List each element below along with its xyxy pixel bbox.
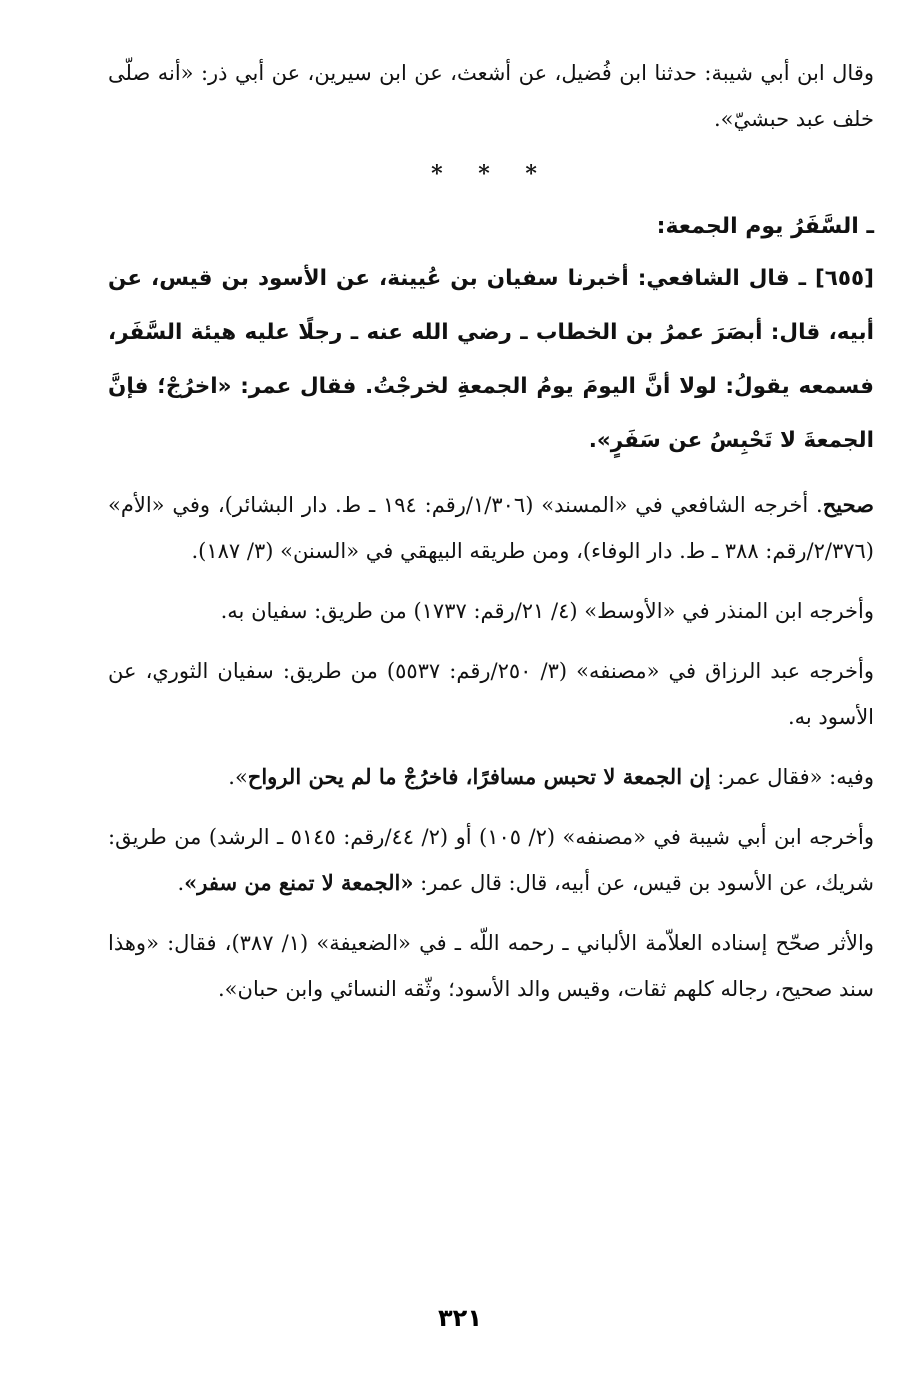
- section-separator: * * *: [431, 161, 551, 187]
- fihi-quote: إن الجمعة لا تحبس مسافرًا، فاخرُجْ ما لم يحن الرواح: [247, 764, 711, 789]
- grading-label: صحيح: [822, 492, 874, 517]
- fihi-tail: ».: [228, 765, 248, 789]
- takhrij-text: . أخرجه الشافعي في «المسند» (١/٣٠٦/رقم: ١٩٤ ـ ط. دار البشائر)، وفي «الأم» (٢/٣٧٦/رقم: ٣٨٨ ـ ط. دار الوفاء)، ومن طريقه البيهقي في «السنن» (٣/ ١٨٧).: [108, 493, 874, 563]
- paragraph-fihi: [108, 754, 874, 800]
- shayba-tail: .: [177, 871, 185, 895]
- page-body: [108, 50, 874, 1012]
- paragraph-ibn-mundhir: وأخرجه ابن المنذر في «الأوسط» (٤/ ٢١/رقم: ١٧٣٧) من طريق: سفيان به.: [220, 599, 874, 623]
- paragraph-abd-razzaq: وأخرجه عبد الرزاق في «مصنفه» (٣/ ٢٥٠/رقم: ٥٥٣٧) من طريق: سفيان الثوري، عن الأسود به.: [108, 659, 874, 729]
- paragraph-ibn-abi-shayba: [108, 814, 874, 906]
- shayba-quote: «الجمعة لا تمنع من سفر»: [184, 870, 414, 895]
- paragraph-albani: والأثر صحّح إسناده العلاّمة الألباني ـ رحمه اللّه ـ في «الضعيفة» (١/ ٣٨٧)، فقال: «وهذا سند صحيح، رجاله كلهم ثقات، وقيس والد الأسود؛ وثّقه النسائي وابن حبان».: [108, 931, 874, 1001]
- page-number: ٣٢١: [438, 1304, 482, 1332]
- paragraph-ibn-abi-shayba-intro: وقال ابن أبي شيبة: حدثنا ابن فُضيل، عن أشعث، عن ابن سيرين، عن أبي ذر: «أنه صلّى خلف عبد حبشيّ».: [108, 61, 874, 131]
- section-heading: ـ السَّفَرُ يوم الجمعة:: [656, 214, 874, 239]
- shayba-lead: وأخرجه ابن أبي شيبة في «مصنفه» (٢/ ١٠٥) أو (٢/ ٤٤/رقم: ٥١٤٥ ـ الرشد) من طريق: شريك، عن الأسود بن قيس، عن أبيه، قال: قال عمر:: [108, 825, 874, 895]
- fihi-lead: وفيه: «فقال عمر:: [710, 765, 874, 789]
- paragraph-takhrij: [108, 482, 874, 574]
- hadith-655: [٦٥٥] ـ قال الشافعي: أخبرنا سفيان بن عُيينة، عن الأسود بن قيس، عن أبيه، قال: أبصَرَ عمرُ بن الخطاب ـ رضي الله عنه ـ رجلًا عليه هيئة السَّفَر، فسمعه يقولُ: لولا أنَّ اليومَ يومُ الجمعةِ لخرجْتُ. فقال عمر: «اخرُجْ؛ فإنَّ الجمعةَ لا تَحْبِسُ عن سَفَرٍ».: [108, 266, 874, 453]
